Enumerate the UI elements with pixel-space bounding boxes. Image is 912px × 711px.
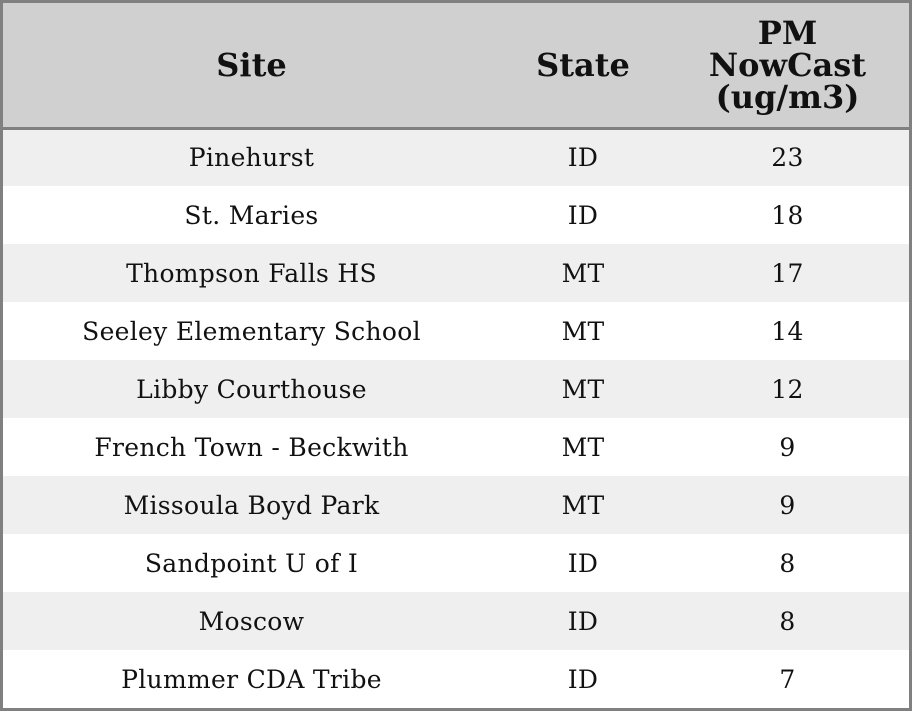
cell-pm: 12 [771,374,804,404]
cell-site: Plummer CDA Tribe [121,664,382,694]
cell-site: Seeley Elementary School [82,316,421,346]
cell-site: Missoula Boyd Park [123,490,380,520]
cell-pm: 9 [779,490,796,520]
cell-site: Pinehurst [188,143,315,173]
table-row [3,186,909,244]
table-row [3,360,909,418]
pm-header-line-2: NowCast [708,45,867,84]
pm-header-line-3: (ug/m3) [715,77,860,116]
cell-site: Thompson Falls HS [126,258,377,288]
cell-state: MT [561,316,605,346]
cell-state: MT [561,374,605,404]
table-row [3,244,909,302]
cell-site: French Town - Beckwith [94,432,409,462]
cell-state: MT [561,258,605,288]
cell-pm: 17 [771,258,804,288]
table-row [3,418,909,476]
cell-pm: 8 [779,606,796,636]
pm-nowcast-table [3,3,909,708]
cell-site: St. Maries [184,200,319,230]
column-header-pm-nowcast [666,3,909,128]
column-header-site: Site [3,3,500,128]
cell-pm: 8 [779,548,796,578]
cell-pm: 7 [779,664,796,694]
cell-state: ID [567,606,599,636]
cell-state: MT [561,490,605,520]
table-row [3,128,909,186]
table-row [3,302,909,360]
table-row [3,592,909,650]
header-row [3,3,909,128]
cell-state: ID [567,664,599,694]
cell-state: ID [567,548,599,578]
cell-pm: 18 [771,200,804,230]
cell-state: ID [567,200,599,230]
table-body [3,128,909,708]
cell-pm: 9 [779,432,796,462]
column-header-state: State [500,3,666,128]
pm-header-line-1: PM [757,13,818,52]
table-row [3,650,909,708]
table-row [3,476,909,534]
table-row [3,534,909,592]
cell-site: Sandpoint U of I [144,548,359,578]
cell-state: ID [567,143,599,173]
cell-site: Moscow [198,606,305,636]
cell-site: Libby Courthouse [136,374,367,404]
cell-state: MT [561,432,605,462]
cell-pm: 14 [771,316,804,346]
cell-pm: 23 [771,143,804,173]
table-header [3,3,909,128]
